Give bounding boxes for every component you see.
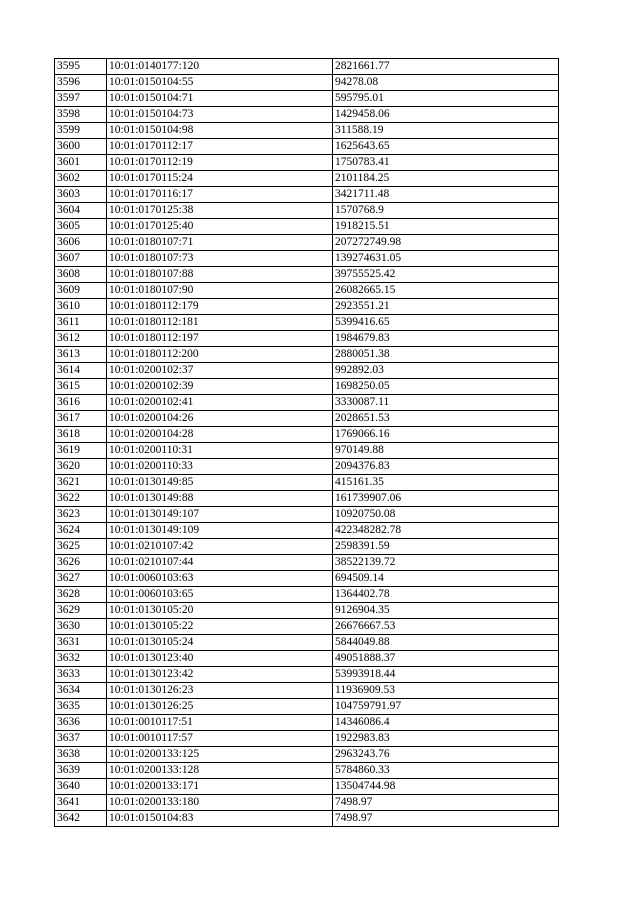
table-row xyxy=(55,603,559,619)
cadastral-number-cell: 10:01:0200133:125 xyxy=(107,747,333,763)
cadastral-number-cell: 10:01:0180107:90 xyxy=(107,283,333,299)
value-cell: 1429458.06 xyxy=(333,107,559,123)
table-row xyxy=(55,523,559,539)
cadastral-number-cell: 10:01:0180112:181 xyxy=(107,315,333,331)
value-cell: 2598391.59 xyxy=(333,539,559,555)
cadastral-number-cell: 10:01:0200102:41 xyxy=(107,395,333,411)
cadastral-value-table xyxy=(54,58,559,827)
value-cell: 139274631.05 xyxy=(333,251,559,267)
table-row xyxy=(55,267,559,283)
cadastral-number-cell: 10:01:0180112:179 xyxy=(107,299,333,315)
row-number-cell: 3641 xyxy=(55,795,107,811)
table-row xyxy=(55,155,559,171)
table-row xyxy=(55,91,559,107)
table-row xyxy=(55,683,559,699)
row-number-cell: 3637 xyxy=(55,731,107,747)
row-number-cell: 3626 xyxy=(55,555,107,571)
cadastral-number-cell: 10:01:0200133:171 xyxy=(107,779,333,795)
row-number-cell: 3610 xyxy=(55,299,107,315)
value-cell: 94278.08 xyxy=(333,75,559,91)
table-row xyxy=(55,299,559,315)
table-row xyxy=(55,219,559,235)
row-number-cell: 3602 xyxy=(55,171,107,187)
cadastral-number-cell: 10:01:0210107:42 xyxy=(107,539,333,555)
value-cell: 311588.19 xyxy=(333,123,559,139)
table-row xyxy=(55,139,559,155)
row-number-cell: 3634 xyxy=(55,683,107,699)
value-cell: 2923551.21 xyxy=(333,299,559,315)
value-cell: 1750783.41 xyxy=(333,155,559,171)
table-row xyxy=(55,331,559,347)
row-number-cell: 3604 xyxy=(55,203,107,219)
table-row xyxy=(55,715,559,731)
cadastral-number-cell: 10:01:0130105:24 xyxy=(107,635,333,651)
value-cell: 694509.14 xyxy=(333,571,559,587)
cadastral-number-cell: 10:01:0170116:17 xyxy=(107,187,333,203)
cadastral-number-cell: 10:01:0130149:88 xyxy=(107,491,333,507)
row-number-cell: 3619 xyxy=(55,443,107,459)
value-cell: 53993918.44 xyxy=(333,667,559,683)
table-row xyxy=(55,731,559,747)
table-row xyxy=(55,363,559,379)
row-number-cell: 3609 xyxy=(55,283,107,299)
table-row xyxy=(55,283,559,299)
table-row xyxy=(55,75,559,91)
row-number-cell: 3630 xyxy=(55,619,107,635)
cadastral-number-cell: 10:01:0180107:73 xyxy=(107,251,333,267)
row-number-cell: 3606 xyxy=(55,235,107,251)
table-row xyxy=(55,315,559,331)
cadastral-number-cell: 10:01:0150104:73 xyxy=(107,107,333,123)
row-number-cell: 3635 xyxy=(55,699,107,715)
value-cell: 1570768.9 xyxy=(333,203,559,219)
value-cell: 26082665.15 xyxy=(333,283,559,299)
value-cell: 5399416.65 xyxy=(333,315,559,331)
cadastral-number-cell: 10:01:0140177:120 xyxy=(107,59,333,75)
row-number-cell: 3599 xyxy=(55,123,107,139)
cadastral-number-cell: 10:01:0170125:38 xyxy=(107,203,333,219)
value-cell: 2094376.83 xyxy=(333,459,559,475)
cadastral-number-cell: 10:01:0200133:180 xyxy=(107,795,333,811)
cadastral-number-cell: 10:01:0130105:22 xyxy=(107,619,333,635)
table-row xyxy=(55,107,559,123)
table-row xyxy=(55,395,559,411)
row-number-cell: 3617 xyxy=(55,411,107,427)
cadastral-number-cell: 10:01:0060103:63 xyxy=(107,571,333,587)
table-row xyxy=(55,491,559,507)
value-cell: 26676667.53 xyxy=(333,619,559,635)
row-number-cell: 3624 xyxy=(55,523,107,539)
value-cell: 49051888.37 xyxy=(333,651,559,667)
table-row xyxy=(55,251,559,267)
value-cell: 595795.01 xyxy=(333,91,559,107)
table-row xyxy=(55,587,559,603)
cadastral-number-cell: 10:01:0130149:107 xyxy=(107,507,333,523)
value-cell: 2880051.38 xyxy=(333,347,559,363)
row-number-cell: 3597 xyxy=(55,91,107,107)
value-cell: 1922983.83 xyxy=(333,731,559,747)
cadastral-number-cell: 10:01:0010117:57 xyxy=(107,731,333,747)
table-row xyxy=(55,203,559,219)
table-row xyxy=(55,571,559,587)
cadastral-number-cell: 10:01:0150104:71 xyxy=(107,91,333,107)
cadastral-number-cell: 10:01:0130123:40 xyxy=(107,651,333,667)
cadastral-number-cell: 10:01:0150104:55 xyxy=(107,75,333,91)
value-cell: 5844049.88 xyxy=(333,635,559,651)
value-cell: 1364402.78 xyxy=(333,587,559,603)
table-row xyxy=(55,619,559,635)
value-cell: 3421711.48 xyxy=(333,187,559,203)
cadastral-number-cell: 10:01:0130126:23 xyxy=(107,683,333,699)
cadastral-number-cell: 10:01:0200110:33 xyxy=(107,459,333,475)
cadastral-number-cell: 10:01:0170112:17 xyxy=(107,139,333,155)
row-number-cell: 3600 xyxy=(55,139,107,155)
table-row xyxy=(55,795,559,811)
row-number-cell: 3622 xyxy=(55,491,107,507)
table-row xyxy=(55,235,559,251)
row-number-cell: 3625 xyxy=(55,539,107,555)
row-number-cell: 3640 xyxy=(55,779,107,795)
table-row xyxy=(55,411,559,427)
row-number-cell: 3598 xyxy=(55,107,107,123)
row-number-cell: 3603 xyxy=(55,187,107,203)
row-number-cell: 3621 xyxy=(55,475,107,491)
cadastral-number-cell: 10:01:0130126:25 xyxy=(107,699,333,715)
row-number-cell: 3628 xyxy=(55,587,107,603)
cadastral-number-cell: 10:01:0180107:88 xyxy=(107,267,333,283)
value-cell: 7498.97 xyxy=(333,811,559,827)
cadastral-number-cell: 10:01:0130149:85 xyxy=(107,475,333,491)
value-cell: 1625643.65 xyxy=(333,139,559,155)
row-number-cell: 3595 xyxy=(55,59,107,75)
value-cell: 104759791.97 xyxy=(333,699,559,715)
cadastral-number-cell: 10:01:0060103:65 xyxy=(107,587,333,603)
row-number-cell: 3611 xyxy=(55,315,107,331)
cadastral-number-cell: 10:01:0170115:24 xyxy=(107,171,333,187)
value-cell: 2821661.77 xyxy=(333,59,559,75)
value-cell: 3330087.11 xyxy=(333,395,559,411)
cadastral-number-cell: 10:01:0170125:40 xyxy=(107,219,333,235)
row-number-cell: 3605 xyxy=(55,219,107,235)
cadastral-number-cell: 10:01:0170112:19 xyxy=(107,155,333,171)
value-cell: 7498.97 xyxy=(333,795,559,811)
value-cell: 14346086.4 xyxy=(333,715,559,731)
cadastral-number-cell: 10:01:0010117:51 xyxy=(107,715,333,731)
table-row xyxy=(55,779,559,795)
row-number-cell: 3601 xyxy=(55,155,107,171)
row-number-cell: 3596 xyxy=(55,75,107,91)
value-cell: 10920750.08 xyxy=(333,507,559,523)
row-number-cell: 3615 xyxy=(55,379,107,395)
table-row xyxy=(55,539,559,555)
table-row xyxy=(55,507,559,523)
cadastral-number-cell: 10:01:0200102:37 xyxy=(107,363,333,379)
row-number-cell: 3633 xyxy=(55,667,107,683)
table-row xyxy=(55,443,559,459)
table-row xyxy=(55,763,559,779)
table-row xyxy=(55,427,559,443)
value-cell: 2963243.76 xyxy=(333,747,559,763)
value-cell: 38522139.72 xyxy=(333,555,559,571)
cadastral-number-cell: 10:01:0180112:200 xyxy=(107,347,333,363)
table-row xyxy=(55,171,559,187)
cadastral-number-cell: 10:01:0130149:109 xyxy=(107,523,333,539)
value-cell: 1698250.05 xyxy=(333,379,559,395)
value-cell: 992892.03 xyxy=(333,363,559,379)
cadastral-number-cell: 10:01:0200102:39 xyxy=(107,379,333,395)
cadastral-number-cell: 10:01:0200110:31 xyxy=(107,443,333,459)
table-row xyxy=(55,347,559,363)
table-row xyxy=(55,747,559,763)
row-number-cell: 3607 xyxy=(55,251,107,267)
row-number-cell: 3620 xyxy=(55,459,107,475)
table-row xyxy=(55,699,559,715)
row-number-cell: 3613 xyxy=(55,347,107,363)
value-cell: 161739907.06 xyxy=(333,491,559,507)
table-row xyxy=(55,811,559,827)
table-row xyxy=(55,187,559,203)
row-number-cell: 3612 xyxy=(55,331,107,347)
value-cell: 11936909.53 xyxy=(333,683,559,699)
cadastral-number-cell: 10:01:0150104:98 xyxy=(107,123,333,139)
row-number-cell: 3608 xyxy=(55,267,107,283)
value-cell: 9126904.35 xyxy=(333,603,559,619)
row-number-cell: 3636 xyxy=(55,715,107,731)
cadastral-number-cell: 10:01:0200104:28 xyxy=(107,427,333,443)
cadastral-number-cell: 10:01:0200133:128 xyxy=(107,763,333,779)
table-body xyxy=(55,59,559,827)
value-cell: 5784860.33 xyxy=(333,763,559,779)
row-number-cell: 3631 xyxy=(55,635,107,651)
table-row xyxy=(55,123,559,139)
cadastral-number-cell: 10:01:0200104:26 xyxy=(107,411,333,427)
row-number-cell: 3638 xyxy=(55,747,107,763)
row-number-cell: 3627 xyxy=(55,571,107,587)
row-number-cell: 3642 xyxy=(55,811,107,827)
cadastral-number-cell: 10:01:0130123:42 xyxy=(107,667,333,683)
value-cell: 1769066.16 xyxy=(333,427,559,443)
value-cell: 970149.88 xyxy=(333,443,559,459)
row-number-cell: 3623 xyxy=(55,507,107,523)
value-cell: 2028651.53 xyxy=(333,411,559,427)
value-cell: 13504744.98 xyxy=(333,779,559,795)
value-cell: 207272749.98 xyxy=(333,235,559,251)
value-cell: 1918215.51 xyxy=(333,219,559,235)
row-number-cell: 3616 xyxy=(55,395,107,411)
value-cell: 1984679.83 xyxy=(333,331,559,347)
table-row xyxy=(55,635,559,651)
table-row xyxy=(55,555,559,571)
cadastral-number-cell: 10:01:0210107:44 xyxy=(107,555,333,571)
table-row xyxy=(55,475,559,491)
row-number-cell: 3629 xyxy=(55,603,107,619)
cadastral-number-cell: 10:01:0150104:83 xyxy=(107,811,333,827)
table-row xyxy=(55,459,559,475)
cadastral-number-cell: 10:01:0130105:20 xyxy=(107,603,333,619)
row-number-cell: 3632 xyxy=(55,651,107,667)
value-cell: 39755525.42 xyxy=(333,267,559,283)
value-cell: 422348282.78 xyxy=(333,523,559,539)
row-number-cell: 3639 xyxy=(55,763,107,779)
value-cell: 2101184.25 xyxy=(333,171,559,187)
value-cell: 415161.35 xyxy=(333,475,559,491)
table-row xyxy=(55,651,559,667)
row-number-cell: 3614 xyxy=(55,363,107,379)
cadastral-number-cell: 10:01:0180112:197 xyxy=(107,331,333,347)
table-row xyxy=(55,667,559,683)
table-row xyxy=(55,59,559,75)
table-row xyxy=(55,379,559,395)
cadastral-number-cell: 10:01:0180107:71 xyxy=(107,235,333,251)
row-number-cell: 3618 xyxy=(55,427,107,443)
